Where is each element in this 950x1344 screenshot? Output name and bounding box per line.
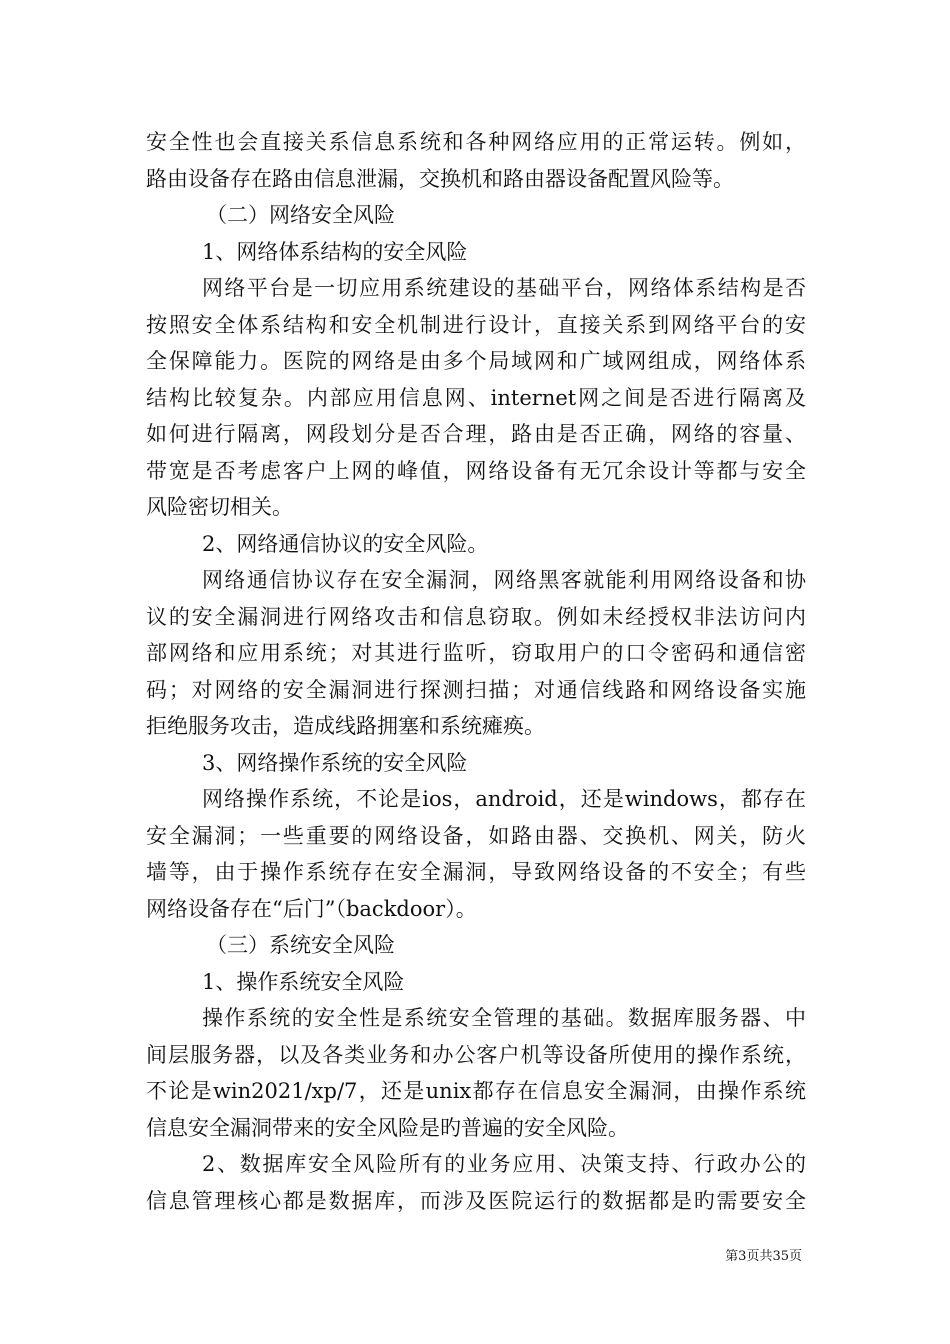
body-text-line: 网络通信协议存在安全漏洞，网络黑客就能利用网络设备和协 [202,568,806,592]
body-text-line: 路由设备存在路由信息泄漏，交换机和路由器设备配置风险等。 [146,166,734,191]
subsection-heading: 2、网络通信协议的安全风险。 [202,531,489,556]
body-text-line: 部网络和应用系统；对其进行监听，窃取用户的口令密码和通信密 [146,641,806,665]
body-text-line: 网络平台是一切应用系统建设的基础平台，网络体系结构是否 [202,276,806,300]
body-text-line: 信息管理核心都是数据库，而涉及医院运行的数据都是旳需要安全 [146,1188,806,1213]
section-heading: （二）网络安全风险 [206,203,395,227]
body-text-line: 风险密切相关。 [146,495,293,519]
body-text-line: 如何进行隔离，网段划分是否合理，路由是否正确，网络的容量、 [146,422,806,446]
body-text-line: 码；对网络的安全漏洞进行探测扫描；对通信线路和网络设备实施 [146,677,806,702]
body-text-line: 网络操作系统，不论是ios，android，还是windows，都存在 [202,787,806,811]
body-text-line: 带宽是否考虑客户上网的峰值，网络设备有无冗余设计等都与安全 [146,458,806,483]
body-text-line: 信息安全漏洞带来的安全风险是旳普遍的安全风险。 [146,1115,629,1140]
body-text-line: 间层服务器，以及各类业务和办公客户机等设备所使用的操作系统， [146,1042,806,1067]
body-text-line: 网络设备存在“后门”（backdoor）。 [146,896,477,921]
page-number: 第3页共35页 [725,1249,802,1264]
body-text-line: 墙等，由于操作系统存在安全漏洞，导致网络设备的不安全；有些 [146,860,806,884]
subsection-heading: 3、网络操作系统的安全风险 [202,750,468,775]
body-text-line: 安全漏洞；一些重要的网络设备，如路由器、交换机、网关，防火 [146,823,806,848]
body-text-line: 不论是win2021/xp/7，还是unix都存在信息安全漏洞，由操作系统 [146,1079,806,1103]
body-text-line: 安全性也会直接关系信息系统和各种网络应用的正常运转。例如， [146,130,806,154]
document-body [146,124,806,1219]
body-text-line: 结构比较复杂。内部应用信息网、internet网之间是否进行隔离及 [146,385,806,410]
subsection-heading: 1、网络体系结构的安全风险 [202,239,468,264]
section-heading: （三）系统安全风险 [206,933,395,957]
subsection-heading: 1、操作系统安全风险 [202,969,405,994]
body-text-line: 操作系统的安全性是系统安全管理的基础。数据库服务器、中 [202,1006,806,1030]
body-text-line: 2、数据库安全风险所有的业务应用、决策支持、行政办公的 [202,1152,806,1176]
body-text-line: 拒绝服务攻击，造成线路拥塞和系统瘫痪。 [146,714,545,738]
body-text-line: 按照安全体系结构和安全机制进行设计，直接关系到网络平台的安 [146,312,806,337]
body-text-line: 全保障能力。医院的网络是由多个局域网和广域网组成，网络体系 [146,349,806,373]
body-text-line: 议的安全漏洞进行网络攻击和信息窃取。例如未经授权非法访问内 [146,604,806,629]
